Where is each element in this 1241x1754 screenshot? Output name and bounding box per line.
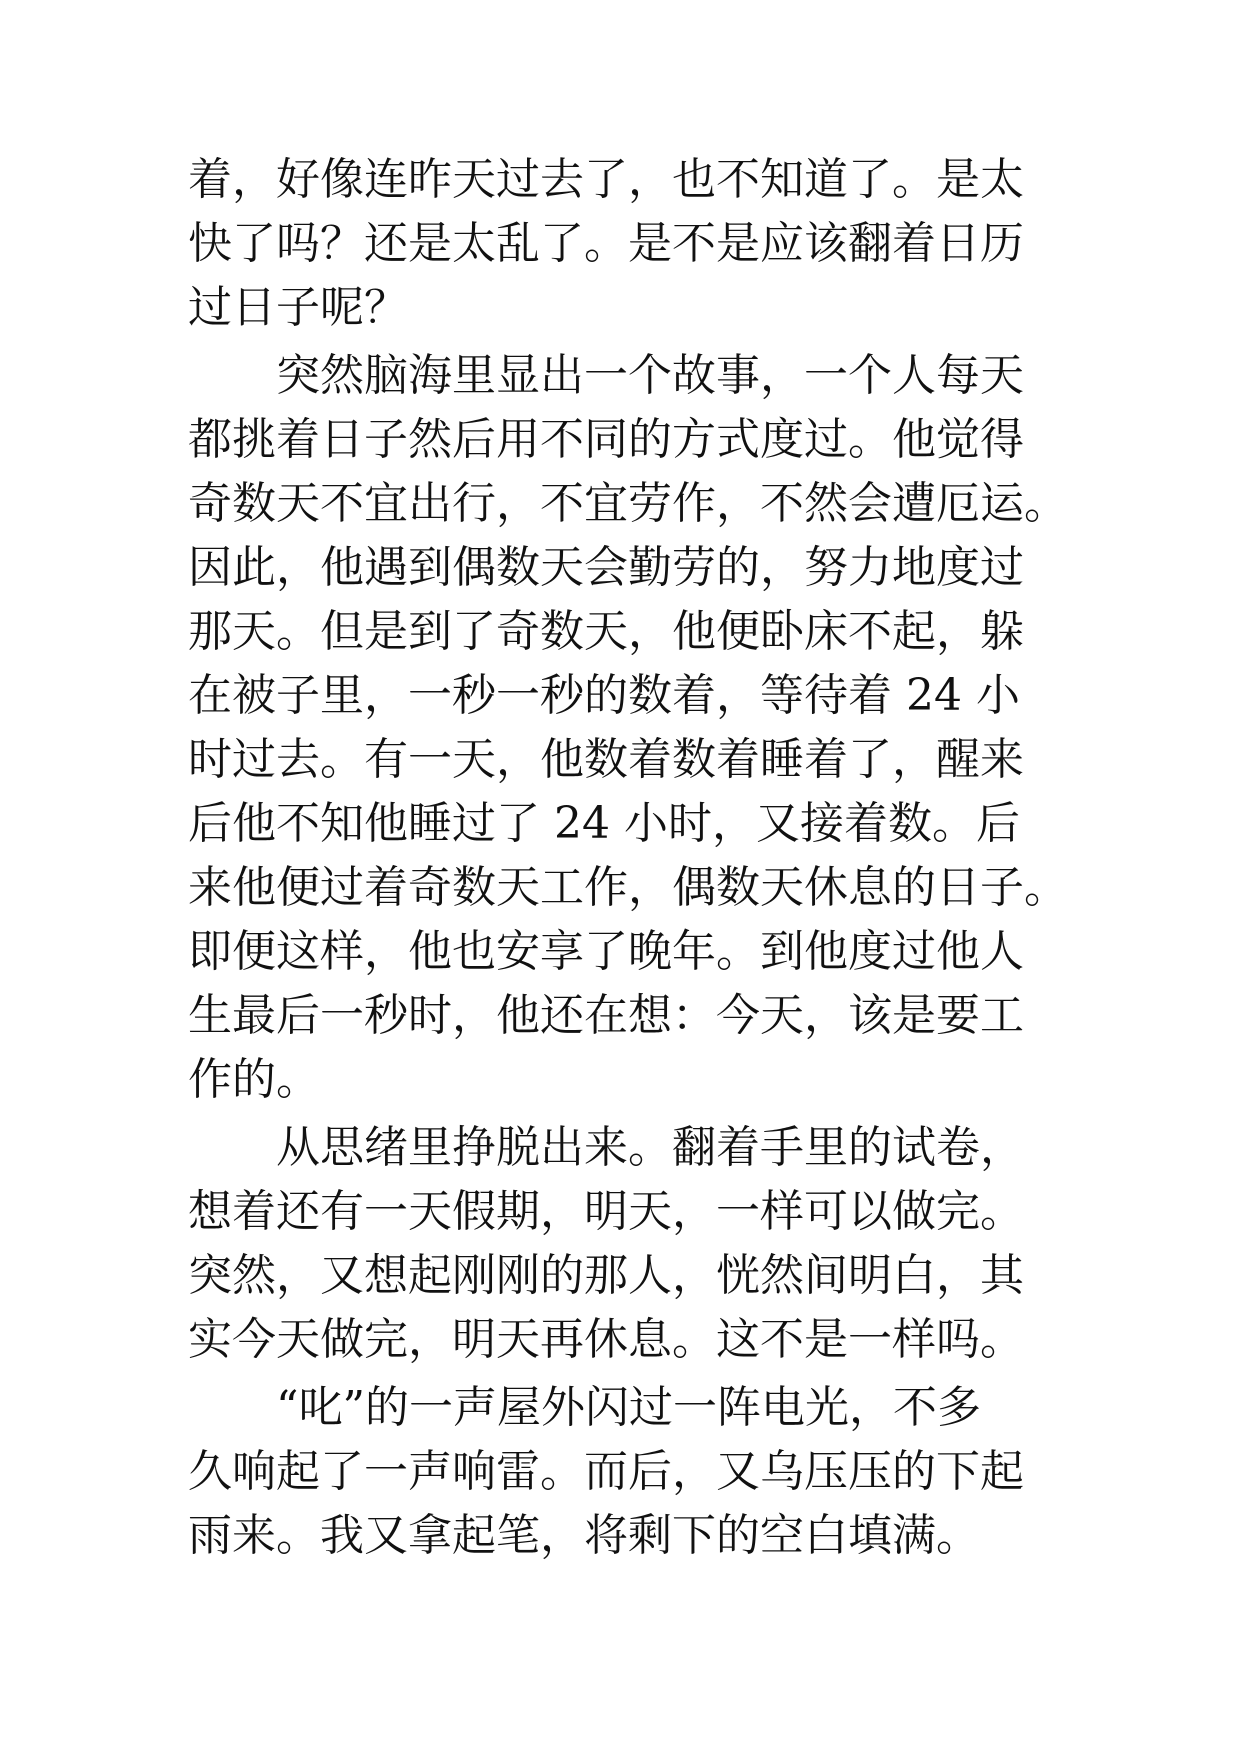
text-line: 快了吗？还是太乱了。是不是应该翻着日历 bbox=[188, 218, 1024, 269]
text-line: 即便这样，他也安享了晚年。到他度过他人 bbox=[188, 926, 1024, 977]
text-line: 后他不知他睡过了 24 小时，又接着数。后 bbox=[188, 798, 1020, 849]
text-line: 想着还有一天假期，明天，一样可以做完。 bbox=[188, 1186, 1024, 1237]
text-line: 生最后一秒时，他还在想：今天，该是要工 bbox=[188, 990, 1024, 1041]
text-line: 因此，他遇到偶数天会勤劳的，努力地度过 bbox=[188, 542, 1024, 593]
text-line: 作的。 bbox=[188, 1054, 320, 1105]
paragraph-start-line: 从思绪里挣脱出来。翻着手里的试卷， bbox=[188, 1122, 1024, 1173]
text-line: 实今天做完，明天再休息。这不是一样吗。 bbox=[188, 1314, 1024, 1365]
text-line: 来他便过着奇数天工作，偶数天休息的日子。 bbox=[188, 862, 1068, 913]
paragraph-start-line: “叱”的一声屋外闪过一阵电光，不多 bbox=[188, 1382, 981, 1433]
text-line: 那天。但是到了奇数天，他便卧床不起，躲 bbox=[188, 606, 1024, 657]
text-line: 过日子呢？ bbox=[188, 282, 408, 333]
text-line: 时过去。有一天，他数着数着睡着了，醒来 bbox=[188, 734, 1024, 785]
text-line: 雨来。我又拿起笔，将剩下的空白填满。 bbox=[188, 1510, 980, 1561]
text-line: 久响起了一声响雷。而后，又乌压压的下起 bbox=[188, 1446, 1024, 1497]
text-line: 都挑着日子然后用不同的方式度过。他觉得 bbox=[188, 414, 1024, 465]
text-line: 着，好像连昨天过去了，也不知道了。是太 bbox=[188, 154, 1024, 205]
paragraph-start-line: 突然脑海里显出一个故事，一个人每天 bbox=[188, 350, 1024, 401]
text-line: 奇数天不宜出行，不宜劳作，不然会遭厄运。 bbox=[188, 478, 1068, 529]
body-text bbox=[188, 148, 1068, 1568]
text-line: 突然，又想起刚刚的那人，恍然间明白，其 bbox=[188, 1250, 1024, 1301]
text-line: 在被子里，一秒一秒的数着，等待着 24 小 bbox=[188, 670, 1020, 721]
